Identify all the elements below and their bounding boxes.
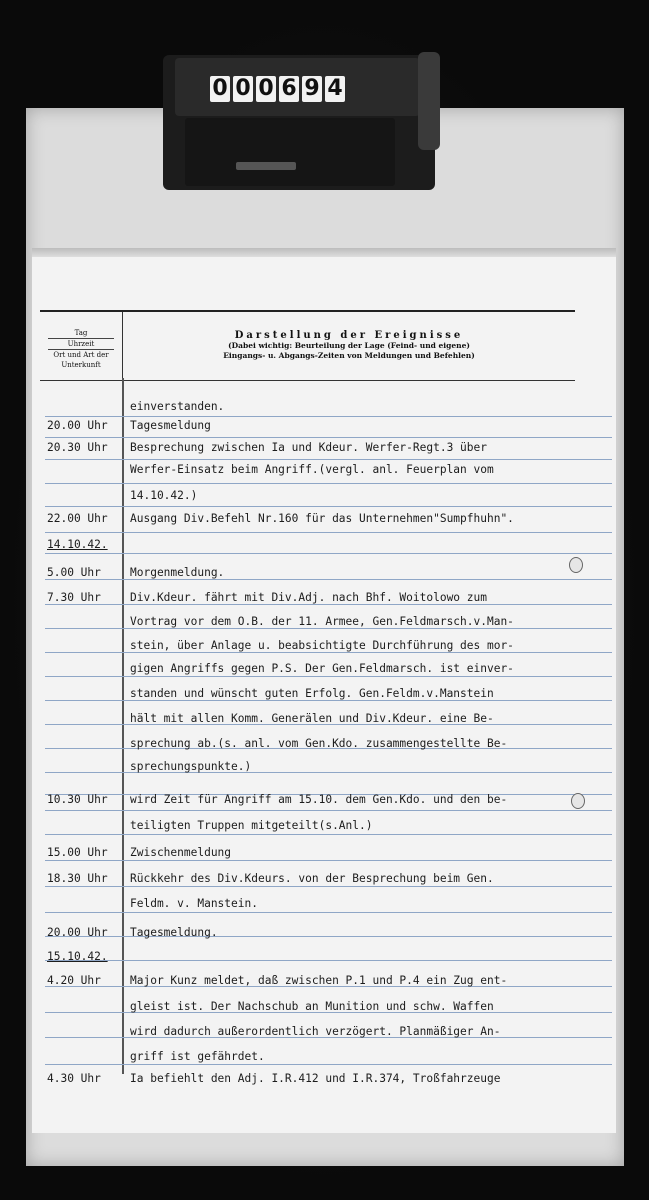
entry-text: Ia befiehlt den Adj. I.R.412 und I.R.374, Troßfahrzeuge	[130, 1072, 501, 1085]
entry-time: 22.00 Uhr	[47, 512, 108, 525]
ruled-line	[45, 834, 612, 835]
ruled-line	[45, 553, 612, 554]
header-place-label: Ort und Art der	[53, 351, 109, 359]
entry-time: 4.20 Uhr	[47, 974, 101, 987]
ruled-line	[45, 1064, 612, 1065]
frame-counter-base	[185, 118, 395, 186]
header-time-label: Uhrzeit	[67, 340, 95, 348]
header-subtitle-1: (Dabei wichtig: Beurteilung der Lage (Feind- und eigene)	[228, 341, 470, 350]
entry-text: Major Kunz meldet, daß zwischen P.1 und P.4 ein Zug ent-	[130, 974, 508, 987]
punch-hole	[569, 557, 583, 573]
counter-digit: 9	[302, 76, 322, 102]
entry-time: 4.30 Uhr	[47, 1072, 101, 1085]
entry-text: Ausgang Div.Befehl Nr.160 für das Unternehmen"Sumpfhuhn".	[130, 512, 514, 525]
ruled-line	[45, 604, 612, 605]
ruled-line	[45, 676, 612, 677]
entry-time: 20.30 Uhr	[47, 441, 108, 454]
entry-text: einverstanden.	[130, 400, 225, 413]
frame-counter-slot	[236, 162, 296, 170]
entry-time: 18.30 Uhr	[47, 872, 108, 885]
ruled-line	[45, 532, 612, 533]
frame-counter-knob	[418, 52, 440, 150]
entry-text: Rückkehr des Div.Kdeurs. von der Besprechung beim Gen.	[130, 872, 494, 885]
ruled-line	[45, 437, 612, 438]
ruled-line	[45, 459, 612, 460]
ruled-line	[45, 416, 612, 417]
entry-text: Werfer-Einsatz beim Angriff.(vergl. anl. Feuerplan vom	[130, 463, 494, 476]
header-left-column	[40, 312, 123, 380]
ruled-line	[45, 810, 612, 811]
entry-text: Tagesmeldung.	[130, 926, 218, 939]
entry-text: Div.Kdeur. fährt mit Div.Adj. nach Bhf. Woitolowo zum	[130, 591, 487, 604]
entry-text: sprechung ab.(s. anl. vom Gen.Kdo. zusammengestellte Be-	[130, 737, 508, 750]
entry-time: 5.00 Uhr	[47, 566, 101, 579]
counter-digit: 0	[256, 76, 276, 102]
entry-text: sprechungspunkte.)	[130, 760, 252, 773]
header-subtitle-2: Eingangs- u. Abgangs-Zeiten von Meldungen und Befehlen)	[223, 351, 475, 360]
entry-text: wird Zeit für Angriff am 15.10. dem Gen.Kdo. und den be-	[130, 793, 508, 806]
ruled-line	[45, 506, 612, 507]
ruled-line	[45, 628, 612, 629]
counter-digit: 0	[210, 76, 230, 102]
entry-text: standen und wünscht guten Erfolg. Gen.Feldm.v.Manstein	[130, 687, 494, 700]
header-right-column	[123, 312, 575, 380]
header-quarters-label: Unterkunft	[61, 361, 101, 369]
ruled-line	[45, 860, 612, 861]
entry-text: Feldm. v. Manstein.	[130, 897, 258, 910]
entry-text: 14.10.42.)	[130, 489, 198, 502]
frame-counter-digits	[210, 76, 345, 102]
table-header	[40, 310, 575, 381]
entry-text: hält mit allen Komm. Generälen und Div.Kdeur. eine Be-	[130, 712, 494, 725]
entry-text: Tagesmeldung	[130, 419, 211, 432]
punch-hole	[571, 793, 585, 809]
ruled-line	[45, 912, 612, 913]
entry-time: 7.30 Uhr	[47, 591, 101, 604]
entry-time: 20.00 Uhr	[47, 419, 108, 432]
entry-date: 15.10.42.	[47, 950, 108, 963]
header-title: Darstellung der Ereignisse	[234, 330, 464, 341]
ruled-line	[45, 652, 612, 653]
ruled-line	[45, 483, 612, 484]
ruled-line	[45, 579, 612, 580]
counter-digit: 4	[325, 76, 345, 102]
counter-digit: 6	[279, 76, 299, 102]
ruled-line	[45, 886, 612, 887]
entry-text: Vortrag vor dem O.B. der 11. Armee, Gen.Feldmarsch.v.Man-	[130, 615, 514, 628]
ruled-line	[45, 700, 612, 701]
ruled-line	[45, 960, 612, 961]
entry-text: teiligten Truppen mitgeteilt(s.Anl.)	[130, 819, 373, 832]
entry-time: 15.00 Uhr	[47, 846, 108, 859]
entry-text: stein, über Anlage u. beabsichtigte Durchführung des mor-	[130, 639, 514, 652]
entry-date: 14.10.42.	[47, 538, 108, 551]
entry-time: 20.00 Uhr	[47, 926, 108, 939]
entry-text: gigen Angriffs gegen P.S. Der Gen.Feldmarsch. ist einver-	[130, 662, 514, 675]
entry-text: Besprechung zwischen Ia und Kdeur. Werfer-Regt.3 über	[130, 441, 487, 454]
entry-text: Zwischenmeldung	[130, 846, 232, 859]
entry-text: gleist ist. Der Nachschub an Munition und schw. Waffen	[130, 1000, 494, 1013]
entry-text: Morgenmeldung.	[130, 566, 225, 579]
entry-text: griff ist gefährdet.	[130, 1050, 265, 1063]
entry-text: wird dadurch außerordentlich verzögert. Planmäßiger An-	[130, 1025, 501, 1038]
counter-digit: 0	[233, 76, 253, 102]
entry-time: 10.30 Uhr	[47, 793, 108, 806]
header-day-label: Tag	[74, 329, 88, 337]
